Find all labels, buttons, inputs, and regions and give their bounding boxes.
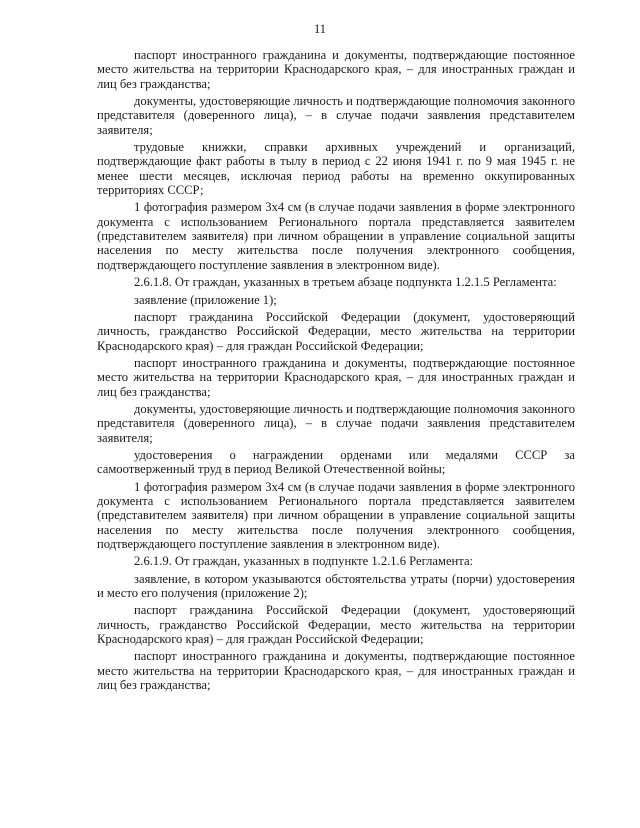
paragraph-section-2-6-1-9: 2.6.1.9. От граждан, указанных в подпункте 1.2.1.6 Регламента: xyxy=(134,554,474,569)
paragraph-foreign-passport: паспорт иностранного гражданина и документы, подтверждающие постоянное место жительства на территории Краснодарского края, – для иностранных граждан и лиц без гражданства; xyxy=(97,355,575,399)
paragraph-section-2-6-1-8: 2.6.1.8. От граждан, указанных в третьем абзаце подпункта 1.2.1.5 Регламента: xyxy=(134,275,557,290)
paragraph-loss-application: заявление, в котором указываются обстоятельства утраты (порчи) удостоверения и место его получения (приложение 2); xyxy=(97,571,575,601)
document-body xyxy=(97,48,575,695)
paragraph-application: заявление (приложение 1); xyxy=(134,292,277,307)
paragraph-representative-documents: документы, удостоверяющие личность и подтверждающие полномочия законного представителя (доверенного лица), – в случае подачи заявления представителем заявителя; xyxy=(97,94,575,137)
page-number: 11 xyxy=(313,22,327,36)
paragraph-photo: 1 фотография размером 3х4 см (в случае подачи заявления в форме электронного документа с использованием Регионального портала представляется заявителем (представителем заявителя) при личном обращении в управление социальной защиты населения по месту жительства после получения электронного сообщения, подтверждающего поступление заявления в электронном виде). xyxy=(97,200,575,272)
paragraph-russian-passport: паспорт гражданина Российской Федерации (документ, удостоверяющий личность, гражданство Российской Федерации, место жительства на территории Краснодарского края) – для граждан Российской Федерации; xyxy=(97,309,575,353)
paragraph-representative-documents: документы, удостоверяющие личность и подтверждающие полномочия законного представителя (доверенного лица), – в случае подачи заявления представителем заявителя; xyxy=(97,401,575,445)
paragraph-award-certificates: удостоверения о награждении орденами или медалями СССР за самоотверженный труд в период Великой Отечественной войны; xyxy=(97,447,575,477)
paragraph-photo: 1 фотография размером 3х4 см (в случае подачи заявления в форме электронного документа с использованием Регионального портала представляется заявителем (представителем заявителя) при личном обращении в управление социальной защиты населения по месту жительства после получения электронного сообщения, подтверждающего поступление заявления в электронном виде). xyxy=(97,479,575,551)
paragraph-foreign-passport: паспорт иностранного гражданина и документы, подтверждающие постоянное место жительства на территории Краснодарского края, – для иностранных граждан и лиц без гражданства; xyxy=(97,649,575,693)
paragraph-foreign-passport: паспорт иностранного гражданина и документы, подтверждающие постоянное место жительства на территории Краснодарского края, – для иностранных граждан и лиц без гражданства; xyxy=(97,48,575,91)
paragraph-russian-passport: паспорт гражданина Российской Федерации (документ, удостоверяющий личность, гражданство Российской Федерации, место жительства на территории Краснодарского края) – для граждан Российской Федерации; xyxy=(97,603,575,647)
paragraph-work-records: трудовые книжки, справки архивных учреждений и организаций, подтверждающие факт работы в тылу в период с 22 июня 1941 г. по 9 мая 1945 г. не менее шести месяцев, исключая период работы на временно оккупированных территориях СССР; xyxy=(97,140,575,198)
